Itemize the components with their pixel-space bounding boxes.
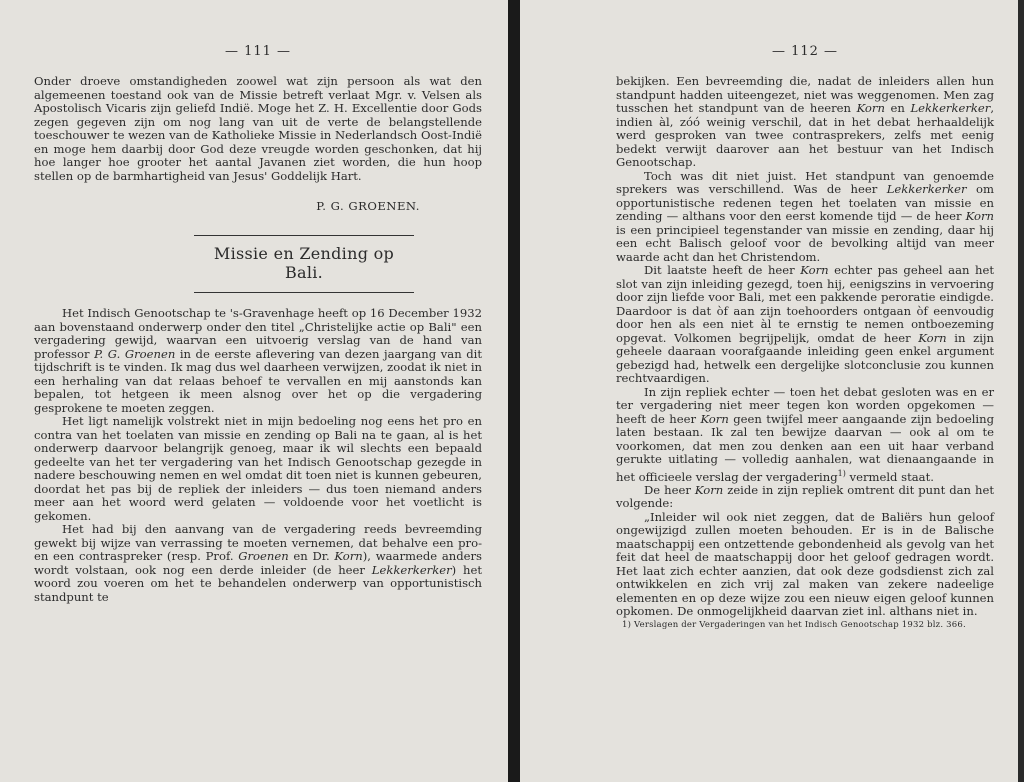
paragraph-r1: bekijken. Een bevreemding die, nadat de inleiders allen hun standpunt hadden uiteengezet, niet was weggenomen. Men zag tusschen het standpunt van de heeren Korn en Lekkerkerker, indien àl, zóó weinig verschil, dat in het debat herhaaldelijk werd gesproken van twee contrasprekers, zelfs met eenig bedekt verwijt daarover aan het bestuur van het Indisch Genootschap. <box>616 74 995 169</box>
paragraph-r4: In zijn repliek echter — toen het debat gesloten was en er ter vergadering niet meer tegen kon worden opgekomen — heeft de heer Korn geen twijfel meer aangaande zijn bedoeling laten bestaan. Ik zal ten bewijze daarvan — ook al om te voorkomen, dat men zou denken aan een uit haar verband gerukte uitlating — volledig aanhalen, wat dienaangaande in het officieele verslag der vergadering$^{1)}$ vermeld staat. <box>616 384 994 484</box>
page-edge <box>1018 0 1024 782</box>
article-title: Missie en Zending op Bali. <box>213 244 395 282</box>
book-gutter <box>508 0 520 782</box>
paragraph-r5: De heer Korn zeide in zijn repliek omtrent dit punt dan het volgende: <box>616 482 995 511</box>
paragraph-r3: Dit laatste heeft de heer Korn echter pas geheel aan het slot van zijn inleiding gezegd, toen hij, eenigszins in vervoering door zijn liefde voor Bali, met een pakkende peroratie eindigde. Daardoor is dat òf aan zijn toehoorders ontgaan òf eenvoudig door hen als een niet àl te ernstig te nemen ontboezeming opgevat. Volkomen begrijpelijk, omdat de heer Korn in zijn geheele daaraan voorafgaande inleiding geen enkel argument gebezigd had, hetwelk een dergelijke slotconclusie zou kunnen rechtvaardigen. <box>616 263 994 385</box>
author-signature: P. G. GROENEN. <box>316 199 420 213</box>
footnote: 1) Verslagen der Vergaderingen van het Indisch Genootschap 1932 blz. 366. <box>622 619 966 630</box>
left-page <box>0 0 508 782</box>
paragraph-2: Het ligt namelijk volstrekt niet in mijn bedoeling nog eens het pro en contra van het toelaten van missie en zending op Bali na te gaan, al is het onderwerp daarvoor belangrijk genoeg, maar ik wil slechts een bepaald gedeelte van het ter vergadering van het Indisch Genootschap gezegde in nadere beschouwing nemen en wel omdat dit toen niet is kunnen gebeuren, doordat het pas bij de repliek der inleiders — dus toen niemand anders meer aan het woord werd gelaten — voldoende voor het voetlicht is gekomen. <box>34 414 482 523</box>
paragraph-3: Het had bij den aanvang van de vergadering reeds bevreemding gewekt bij wijze van verrassing te moeten vernemen, dat behalve een pro- en een contraspreker (resp. Prof. Groenen en Dr. Korn), waarmede anders wordt volstaan, ook nog een derde inleider (de heer Lekkerkerker) het woord zou voeren om het te behandelen onderwerp van opportunistisch standpunt te <box>34 522 482 604</box>
paragraph-1: Het Indisch Genootschap te 's-Gravenhage heeft op 16 December 1932 aan bovenstaand onderwerp onder den titel „Christelijke actie op Bali" een vergadering gewijd, waarvan een uitvoerig verslag van de hand van professor P. G. Groenen in de eerste aflevering van dezen jaargang van dit tijdschrift is te vinden. Ik mag dus wel daarheen verwijzen, zoodat ik niet in een herhaling van dat relaas behoef te vervallen en mij aanstonds kan bepalen, tot hetgeen ik meen alsnog over het op die vergadering gesprokene te moeten zeggen. <box>34 306 483 415</box>
quotation: „Inleider wil ook niet zeggen, dat de Baliërs hun geloof ongewijzigd zullen moeten behouden. Er is in de Balische maatschappij een ontzettende gebondenheid als gevolg van het feit dat heel de maatschappij door het geloof gedragen wordt. Het laat zich echter aanzien, dat ook deze godsdienst zich zal ontwikkelen en zich vrij zal maken van zekere nadeelige elementen en op deze wijze zou een nieuw eigen geloof kunnen opkomen. De onmogelijkheid daarvan ziet inl. althans niet in. <box>616 509 994 619</box>
page-number-right: — 112 — <box>771 44 839 59</box>
author-name: P. G. Groenen <box>94 346 176 361</box>
intro-paragraph: Onder droeve omstandigheden zoowel wat zijn persoon als wat den algemeenen toestand ook van de Missie betreft verlaat Mgr. v. Velsen als Apostolisch Vicaris zijn geliefd Indië. Moge het Z. H. Excellentie door Gods zegen gegeven zijn om nog lang van uit de verte de belangstellende toeschouwer te wezen van de Katholieke Missie in Nederlandsch Oost-Indië en moge hem daarbij door God deze vreugde worden geschonken, dat hij hoe langer hoe grooter het aantal Javanen ziet worden, die hun hoop stellen op de barmhartigheid van Jesus' Goddelijk Hart. <box>34 74 482 183</box>
article-title-box <box>194 235 414 293</box>
paragraph-r2: Toch was dit niet juist. Het standpunt van genoemde sprekers was verschillend. Was de heer Lekkerkerker om opportunistische redenen tegen het toelaten van missie en zending — althans voor den eerst komende tijd — de heer Korn is een principieel tegenstander van missie en zending, daar hij een echt Balisch geloof voor de bevolking altijd van meer waarde acht dan het Christendom. <box>616 168 994 264</box>
footnote-ref: 1) <box>837 468 846 478</box>
right-page <box>520 0 1018 782</box>
page-number-left: — 111 — <box>224 44 292 59</box>
